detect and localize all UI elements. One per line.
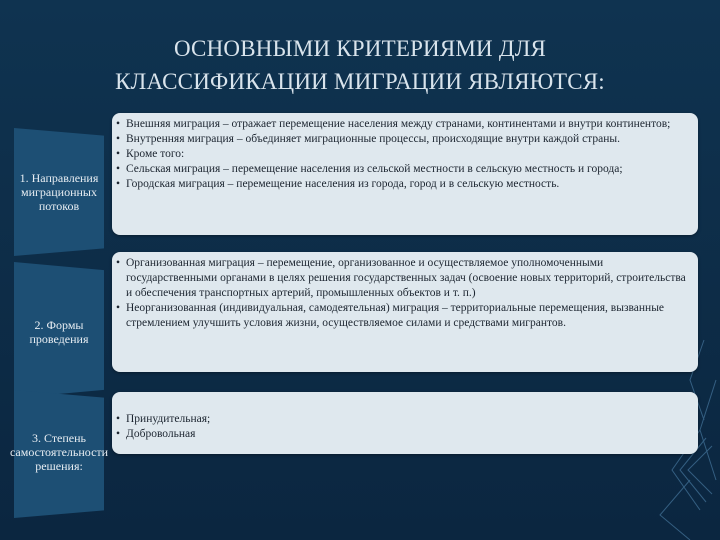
list-item: • Принудительная; <box>116 412 688 427</box>
criteria-label-3: 3. Степень самостоятельности решения: <box>9 431 109 473</box>
slide-title: ОСНОВНЫМИ КРИТЕРИЯМИ ДЛЯ КЛАССИФИКАЦИИ МИГРАЦИИ ЯВЛЯЮТСЯ: <box>115 36 605 94</box>
criteria-card-1 <box>112 113 698 235</box>
list-item: • Добровольная <box>116 427 688 442</box>
list-item: • Кроме того: <box>116 147 688 162</box>
criteria-card-2 <box>112 252 698 372</box>
list-item: • Внешняя миграция – отражает перемещение населения между странами, континентами и внутри континентов; <box>116 117 688 132</box>
list-item: • Организованная миграция – перемещение, организованное и осуществляемое уполномоченными государственными органами в целях решения государственных задач (освоение новых территорий, строительства и обеспечения транспортных артерий, промышленных объектов и т. п.) <box>116 256 688 301</box>
list-item: • Городская миграция – перемещение населения из города, город и в сельскую местность. <box>116 177 688 192</box>
criteria-label-1: 1. Направления миграционных потоков <box>19 171 99 213</box>
criteria-label-2: 2. Формы проведения <box>29 318 89 346</box>
criteria-card-3 <box>112 392 698 454</box>
list-item: • Сельская миграция – перемещение населения из сельской местности в сельскую местность и города; <box>116 162 688 177</box>
list-item: • Внутренняя миграция – объединяет миграционные процессы, происходящие внутри каждой страны. <box>116 132 688 147</box>
list-item: • Неорганизованная (индивидуальная, самодеятельная) миграция – территориальные перемещения, вызванные стремлением улучшить условия жизни, осуществляемое силами и средствами мигрантов. <box>116 301 688 331</box>
